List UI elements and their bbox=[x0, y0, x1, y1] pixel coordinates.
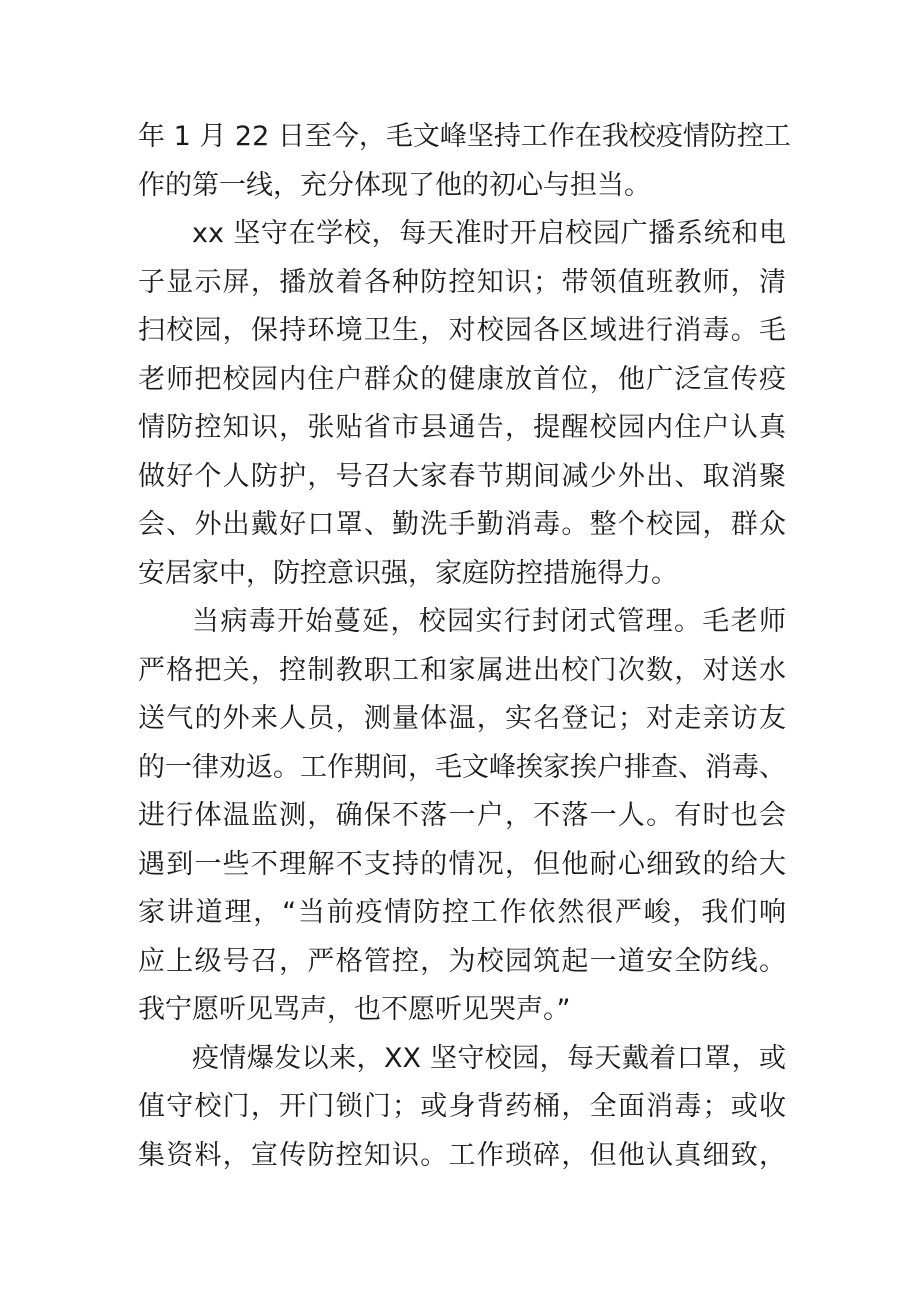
text-line: 做好个人防护，号召大家春节期间减少外出、取消聚 bbox=[138, 460, 786, 492]
text-line: 集资料，宣传防控知识。工作琐碎，但他认真细致， bbox=[138, 1139, 786, 1171]
text-line: 年 1 月 22 日至今，毛文峰坚持工作在我校疫情防控工 bbox=[138, 121, 791, 152]
body-text bbox=[138, 113, 791, 1180]
text-line: 的一律劝返。工作期间，毛文峰挨家挨户排查、消毒、 bbox=[138, 751, 786, 783]
text-line: 进行体温监测，确保不落一户，不落一人。有时也会 bbox=[138, 800, 786, 831]
text-line: 情防控知识，张贴省市县通告，提醒校园内住户认真 bbox=[138, 412, 786, 443]
text-line: 子显示屏，播放着各种防控知识；带领值班教师，清 bbox=[138, 266, 786, 298]
text-line: 家讲道理，“当前疫情防控工作依然很严峻，我们响 bbox=[138, 897, 786, 928]
text-line: 会、外出戴好口罩、勤洗手勤消毒。整个校园，群众 bbox=[138, 509, 786, 540]
text-line: 严格把关，控制教职工和家属进出校门次数，对送水 bbox=[138, 654, 786, 686]
text-line: 安居家中，防控意识强，家庭防控措施得力。 bbox=[138, 557, 678, 589]
text-line: 值守校门，开门锁门；或身背药桶，全面消毒；或收 bbox=[138, 1091, 786, 1122]
paragraph-first-line: 疫情爆发以来，XX 坚守校园，每天戴着口罩，或 bbox=[192, 1042, 786, 1074]
paragraph-first-line: 当病毒开始蔓延，校园实行封闭式管理。毛老师 bbox=[192, 606, 786, 637]
text-line: 扫校园，保持环境卫生，对校园各区域进行消毒。毛 bbox=[138, 315, 786, 346]
paragraph-first-line: xx 坚守在学校，每天准时开启校园广播系统和电 bbox=[192, 218, 786, 249]
text-line: 应上级号召，严格管控，为校园筑起一道安全防线。 bbox=[138, 945, 786, 977]
text-line: 送气的外来人员，测量体温，实名登记；对走亲访友 bbox=[138, 703, 786, 734]
text-line: 作的第一线，充分体现了他的初心与担当。 bbox=[138, 169, 651, 201]
text-line: 遇到一些不理解不支持的情况，但他耐心细致的给大 bbox=[138, 848, 786, 880]
text-line: 老师把校园内住户群众的健康放首位，他广泛宣传疫 bbox=[138, 363, 786, 395]
text-line: 我宁愿听见骂声，也不愿听见哭声。” bbox=[138, 994, 571, 1025]
